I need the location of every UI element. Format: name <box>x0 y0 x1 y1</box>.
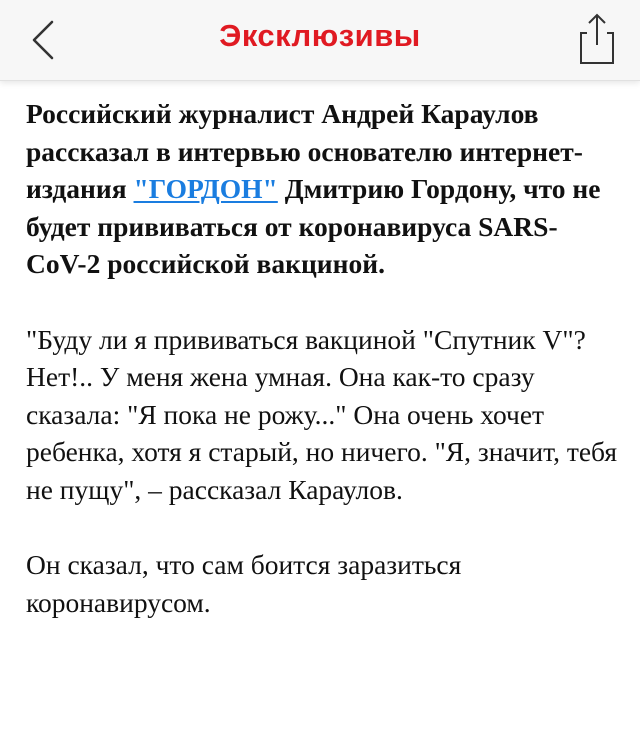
top-navigation-bar <box>0 0 640 81</box>
lead-text-middle: издания <box>26 173 134 204</box>
lead-text-start: Российский журналист Андрей Караулов рассказал в интервью основателю интернет- <box>26 98 583 167</box>
lead-text-end: Дмитрию Гордону, что не будет прививаться от коронавируса SARS-CoV-2 российской вакциной. <box>26 173 601 279</box>
article-lead <box>26 95 618 283</box>
article-content <box>26 95 618 621</box>
article-paragraph: Он сказал, что сам боится заразиться коронавирусом. <box>26 549 462 618</box>
article-paragraph: "Буду ли я прививаться вакциной "Спутник V"? Нет!.. У меня жена умная. Она как-то сразу сказала: "Я пока не рожу..." Она очень хочет ребенка, хотя я старый, но ничего. "Я, значит, тебя не пущу", – рассказал Караулов. <box>26 323 617 505</box>
page-title: Эксклюзивы <box>219 18 421 53</box>
share-button[interactable] <box>572 8 622 70</box>
share-icon <box>577 11 617 67</box>
gordon-link[interactable]: "ГОРДОН" <box>133 173 278 204</box>
